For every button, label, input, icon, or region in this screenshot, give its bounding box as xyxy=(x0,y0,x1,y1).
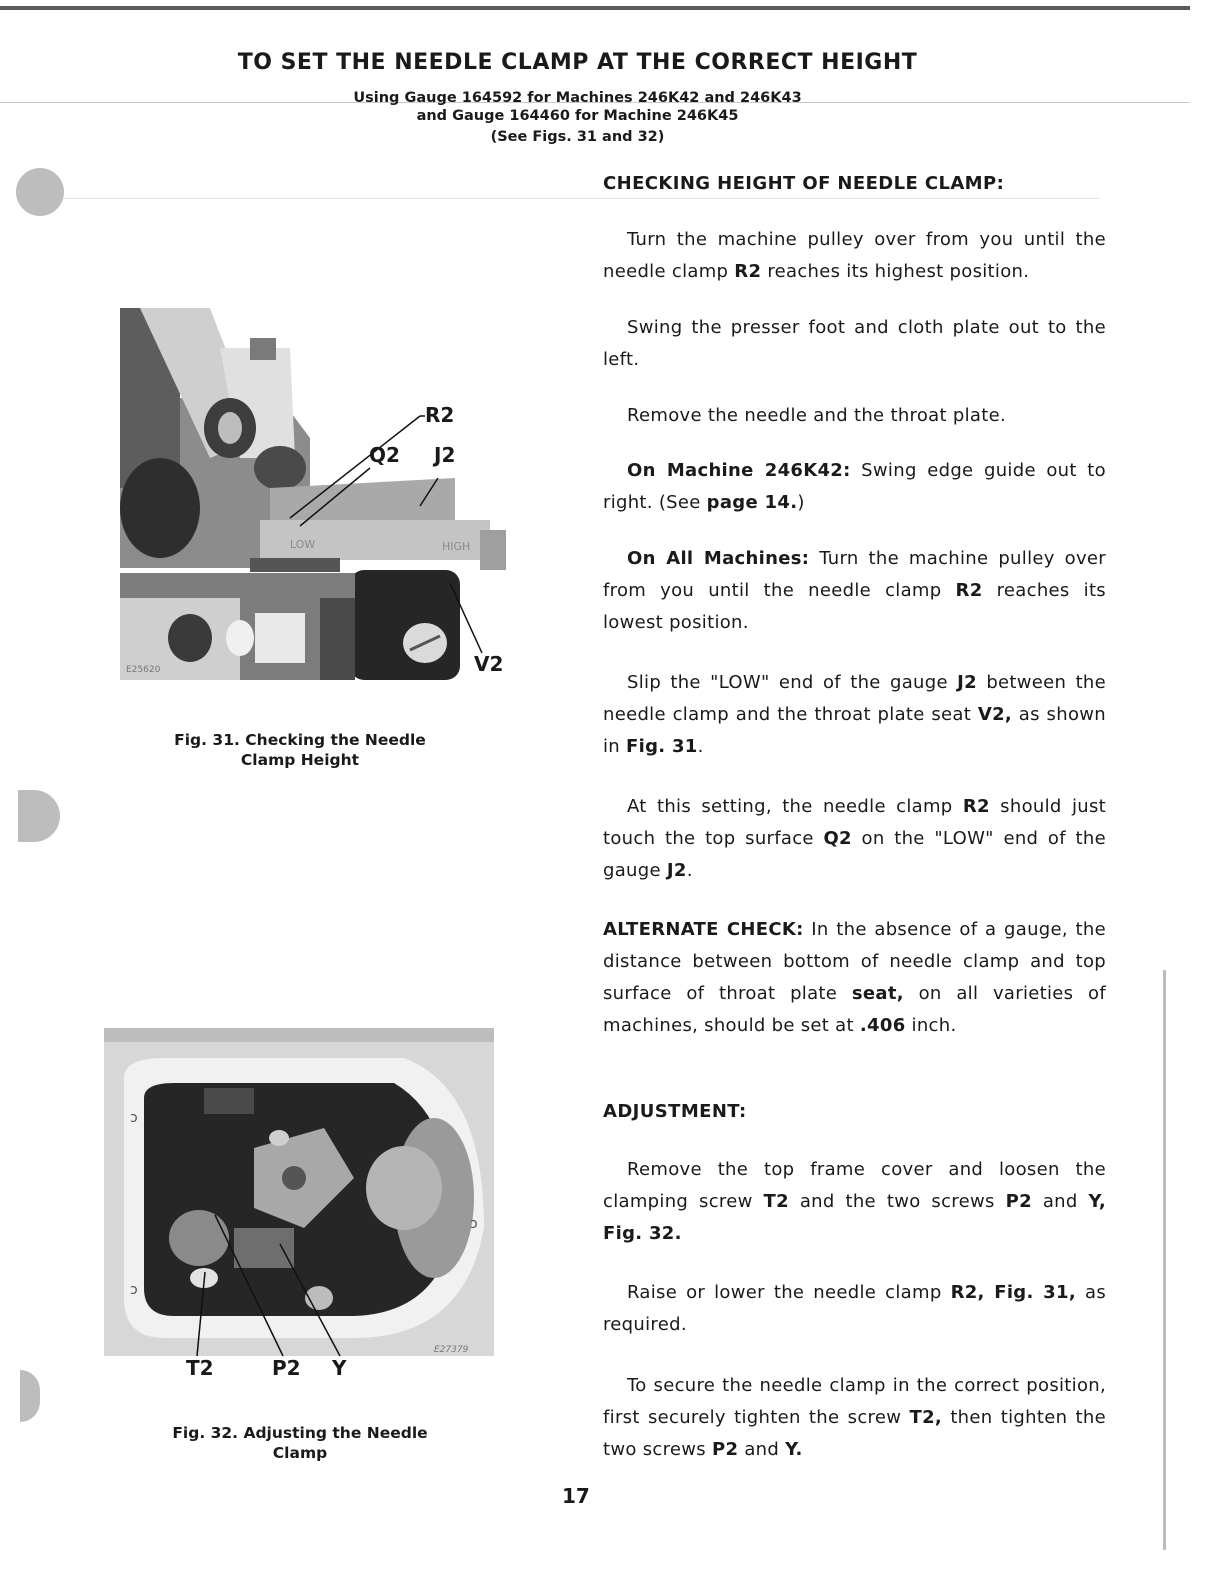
checking-paragraph-2: Swing the presser foot and cloth plate out to the left. xyxy=(603,317,1106,370)
checking-paragraph-6: Slip the "LOW" end of the gauge J2 between the needle clamp and the throat plate seat V2, as shown in Fig. 31. xyxy=(603,672,1107,757)
subtitle-line-1: Using Gauge 164592 for Machines 246K42 and 246K43 xyxy=(353,90,802,106)
svg-text:ɔ: ɔ xyxy=(130,1282,138,1298)
gauge-low-text: LOW xyxy=(290,538,316,551)
adjustment-heading: ADJUSTMENT: xyxy=(603,1101,747,1122)
alternate-check-paragraph: ALTERNATE CHECK: In the absence of a gauge, the distance between bottom of needle clamp and top surface of throat plate seat, on all varieties of machines, should be set at .406 inch. xyxy=(603,919,1106,1036)
label-y: Y xyxy=(332,1356,347,1380)
checking-paragraph-3: Remove the needle and the throat plate. xyxy=(627,405,1006,426)
figure-31-plate-number: E25620 xyxy=(126,665,161,675)
page-number: 17 xyxy=(562,1484,590,1508)
figure-32-plate-number: E27379 xyxy=(434,1345,469,1355)
svg-text:ɔ: ɔ xyxy=(130,1110,138,1126)
adjustment-paragraph-1: Remove the top frame cover and loosen the clamping screw T2 and the two screws P2 and Y, Fig. 32. xyxy=(603,1159,1106,1244)
label-p2: P2 xyxy=(272,1356,301,1380)
checking-heading: CHECKING HEIGHT OF NEEDLE CLAMP: xyxy=(603,173,1005,194)
label-r2: R2 xyxy=(425,403,455,427)
label-j2: J2 xyxy=(434,443,456,467)
checking-paragraph-5: On All Machines: Turn the machine pulley over from you until the needle clamp R2 reaches its lowest position. xyxy=(603,548,1106,633)
label-q2: Q2 xyxy=(369,443,400,467)
subtitle-line-3: (See Figs. 31 and 32) xyxy=(490,129,665,145)
label-t2: T2 xyxy=(186,1356,214,1380)
figure-32-caption: Fig. 32. Adjusting the Needle Clamp xyxy=(172,1424,428,1462)
page-title: TO SET THE NEEDLE CLAMP AT THE CORRECT HEIGHT xyxy=(237,50,918,75)
checking-paragraph-1: Turn the machine pulley over from you until the needle clamp R2 reaches its highest position. xyxy=(603,229,1106,282)
gauge-high-text: HIGH xyxy=(442,540,471,553)
subtitle-line-2: and Gauge 164460 for Machine 246K45 xyxy=(416,108,739,124)
figure-31-caption: Fig. 31. Checking the Needle Clamp Height xyxy=(174,731,426,769)
checking-paragraph-4: On Machine 246K42: Swing edge guide out to right. (See page 14.) xyxy=(603,460,1106,513)
checking-paragraph-7: At this setting, the needle clamp R2 should just touch the top surface Q2 on the "LOW" end of the gauge J2. xyxy=(603,796,1106,881)
adjustment-paragraph-3: To secure the needle clamp in the correct position, first securely tighten the screw T2, then tighten the two screws P2 and Y. xyxy=(603,1375,1106,1460)
adjustment-paragraph-2: Raise or lower the needle clamp R2, Fig. 31, as required. xyxy=(603,1282,1107,1335)
svg-text:ɔ: ɔ xyxy=(470,1216,478,1232)
label-v2: V2 xyxy=(474,652,504,676)
